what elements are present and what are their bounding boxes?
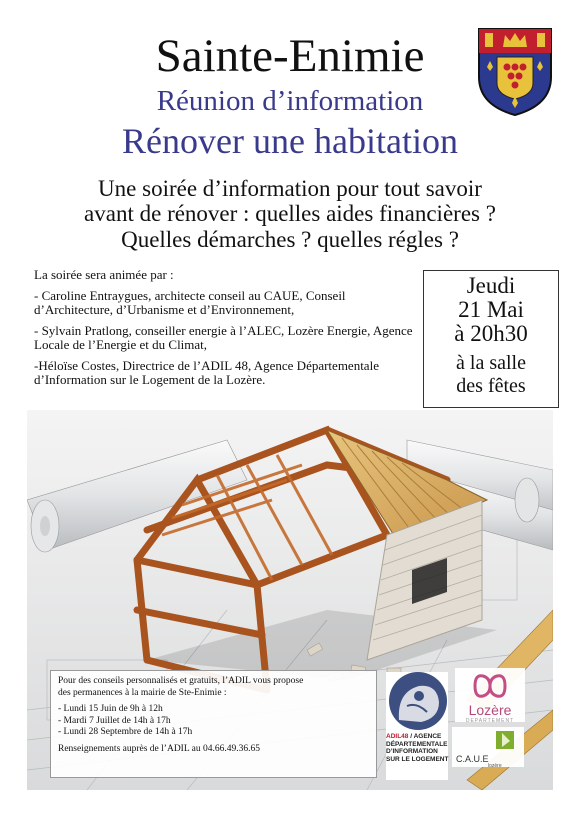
caue-leaf-icon <box>452 727 524 753</box>
info-intro-2: des permanences à la mairie de Ste-Enimie : <box>58 687 227 698</box>
lozere-sublabel: DEPARTEMENT <box>465 718 515 724</box>
info-intro-1: Pour des conseils personnalisés et gratuits, l’ADIL vous propose <box>58 676 304 686</box>
page-title: Sainte-Enimie <box>155 30 425 82</box>
lozere-infinity-icon <box>455 668 525 704</box>
adil-label-3: D’INFORMATION <box>386 748 438 755</box>
intro-line-3: Quelles démarches ? quelles régles ? <box>121 227 459 252</box>
caue-label: C.A.U.E <box>456 754 489 764</box>
permanence-date-2: - Mardi 7 Juillet de 14h à 17h <box>58 715 171 726</box>
adil-label-1: / AGENCE <box>408 733 442 740</box>
speaker-adil: -Héloïse Costes, Directrice de l’ADIL 48, Agence Départementale d’Information sur le Logement de la Lozère. <box>34 357 379 387</box>
speaker-alec: - Sylvain Pratlong, conseiller energie à l’ALEC, Lozère Energie, Agence Locale de l’Energie et du Climat, <box>34 322 413 352</box>
intro-line-1: Une soirée d’information pour tout savoir <box>98 176 482 201</box>
event-place-1: à la salle <box>456 352 526 374</box>
subtitle-meeting: Réunion d’information <box>156 85 424 117</box>
speaker-caue: - Caroline Entraygues, architecte conseil au CAUE, Conseil d’Architecture, d’Urbanisme et d’Environnement, <box>34 287 346 317</box>
event-date: 21 Mai <box>458 297 524 322</box>
lozere-label: Lozère <box>468 702 512 718</box>
permanence-date-1: - Lundi 15 Juin de 9h à 12h <box>58 704 163 714</box>
date-box <box>423 270 559 408</box>
intro-line-2: avant de rénover : quelles aides financières ? <box>84 201 496 226</box>
caue-sublabel: lozère <box>488 763 502 769</box>
permanence-date-3: - Lundi 28 Septembre de 14h à 17h <box>58 727 193 737</box>
adil-red-label: ADIL48 <box>386 733 409 740</box>
adil-label-2: DÉPARTEMENTALE <box>386 740 448 748</box>
contact-phone: Renseignements auprès de l’ADIL au 04.66.49.36.65 <box>58 743 261 754</box>
adil-label-4: SUR LE LOGEMENT <box>386 755 449 763</box>
event-time: à 20h30 <box>454 321 528 346</box>
subtitle-topic: Rénover une habitation <box>122 121 458 161</box>
adil-label <box>386 733 450 763</box>
coat-of-arms-icon <box>477 27 553 117</box>
event-place-2: des fêtes <box>456 375 526 397</box>
event-day: Jeudi <box>466 273 516 298</box>
advice-info-box <box>50 670 377 778</box>
adil-bird-icon <box>389 672 447 730</box>
speakers-section <box>34 268 424 394</box>
speakers-heading: La soirée sera animée par : <box>34 267 174 282</box>
